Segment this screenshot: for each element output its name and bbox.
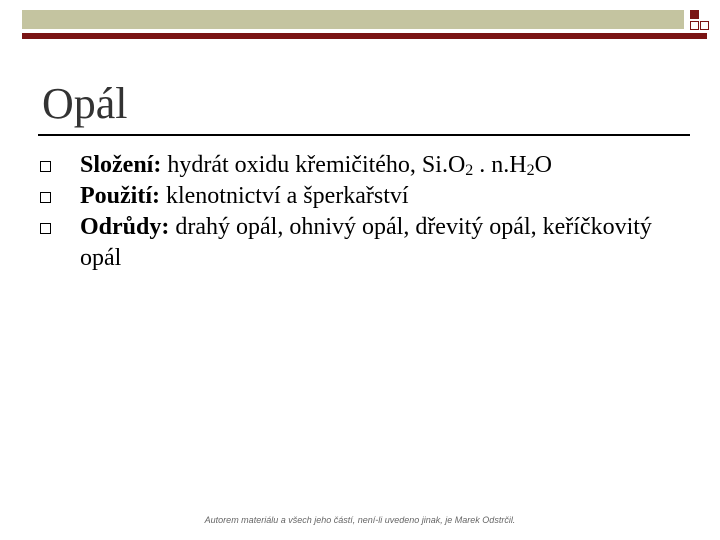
header-band [22,10,684,29]
bullet-list [40,150,690,274]
subscript: 2 [526,162,535,179]
bullet-term: Odrůdy: [80,214,170,240]
author-footer: Autorem materiálu a všech jeho částí, není-li uvedeno jinak, je Marek Odstrčil. [204,515,516,525]
bullet-text: hydrát oxidu křemičitého, Si.O [161,152,466,178]
bullet-term: Použití: [80,183,160,209]
slide-title: Opál [42,79,128,128]
title-divider [38,134,690,136]
bullet-composition [40,150,690,181]
bullet-text: drahý opál, ohnivý opál, dřevitý opál, keříčkovitý opál [80,214,652,271]
square-bullet-icon [40,223,51,234]
bullet-text: O [534,152,552,178]
subscript: 2 [465,162,474,179]
square-bullet-icon [40,192,51,203]
square-bullet-icon [40,161,51,172]
bullet-varieties [40,212,690,274]
bullet-term: Složení: [80,152,162,178]
corner-square-icon [690,21,699,30]
bullet-usage [40,181,690,212]
corner-square-icon [700,21,709,30]
corner-square-icon [690,10,699,19]
bullet-text: klenotnictví a šperkařství [159,183,409,209]
bullet-text: . n.H [473,152,527,178]
header-accent-line [22,33,707,39]
